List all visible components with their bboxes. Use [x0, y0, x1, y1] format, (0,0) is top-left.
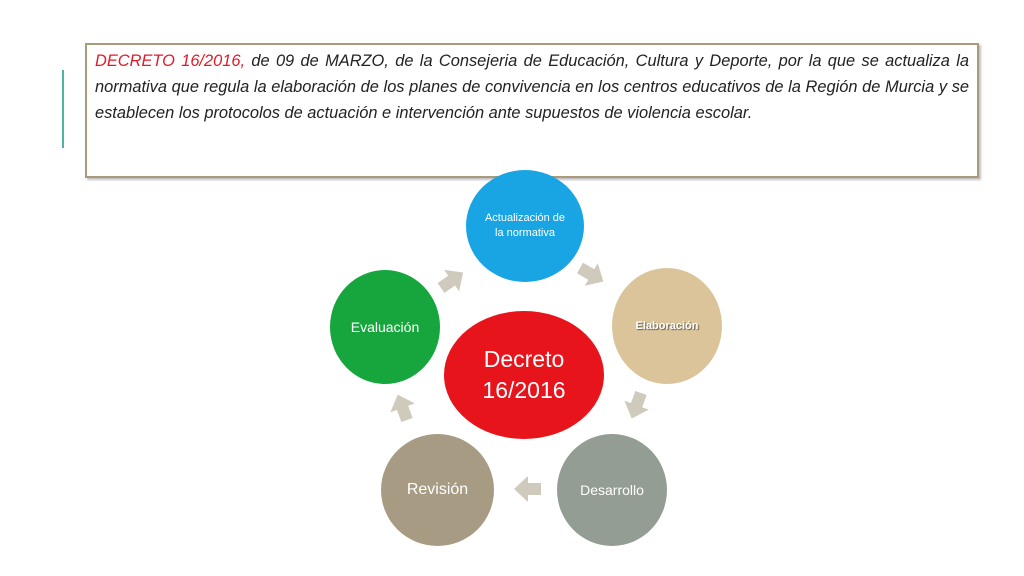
node-center-decreto — [442, 309, 606, 441]
node-elaboracion-label: Elaboración — [635, 320, 699, 332]
arrow-to-evaluacion — [386, 390, 420, 424]
arrow-to-desarrollo — [620, 389, 654, 423]
node-revision-label: Revisión — [406, 481, 469, 498]
arrow-to-elaboracion — [574, 257, 610, 293]
node-actualizacion — [466, 170, 584, 282]
node-actualizacion-label: Actualización de la normativa — [484, 212, 566, 239]
decree-text: de 09 de MARZO, de la Consejeria de Educación, Cultura y Deporte, por la que se actualiza la normativa que regula la elaboración de los planes de convivencia en los centros educativos de la Región de Murcia y se establecen los protocolos de actuación e intervención ante supuestos de violencia escolar. — [95, 52, 969, 122]
node-desarrollo-label: Desarrollo — [580, 482, 644, 498]
node-evaluacion-label: Evaluación — [350, 319, 420, 335]
node-evaluacion — [330, 270, 440, 384]
center-label: Decreto 16/2016 — [482, 346, 566, 403]
node-elaboracion — [612, 268, 722, 384]
arrow-to-revision — [514, 476, 541, 502]
node-revision — [381, 434, 494, 546]
node-desarrollo — [557, 434, 667, 546]
arrow-to-actualizacion — [434, 262, 471, 299]
decree-reference: DECRETO 16/2016, — [95, 52, 245, 70]
